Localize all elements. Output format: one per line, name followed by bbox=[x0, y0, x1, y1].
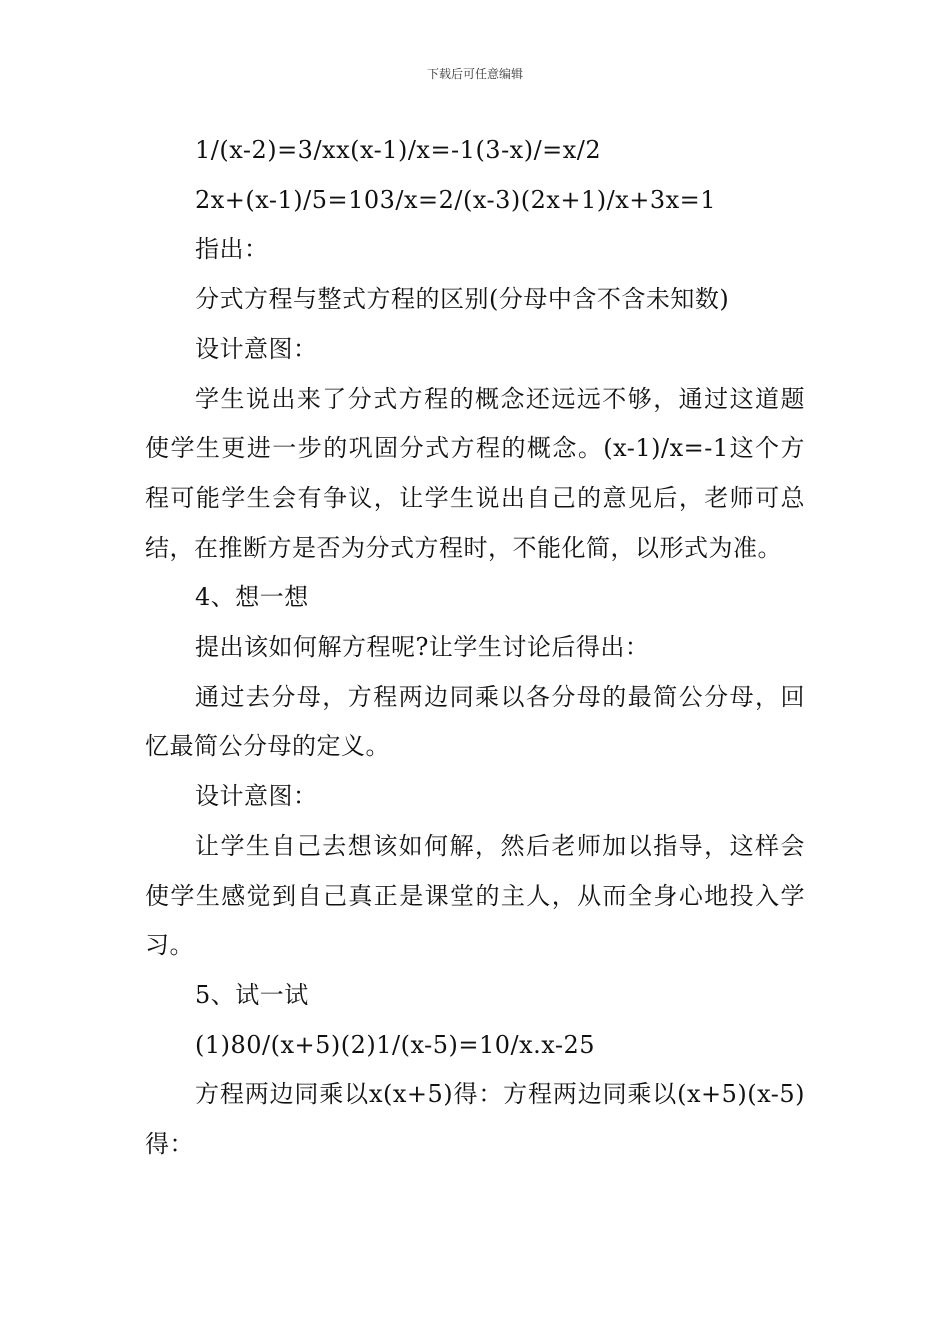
design-intent-label-1: 设计意图： bbox=[195, 334, 318, 363]
design-intent-text-2: 让学生自己去想该如何解，然后老师加以指导，这样会使学生感觉到自己真正是课堂的主人，从而全身心地投入学习。 bbox=[145, 831, 805, 960]
section-5-heading: 5、试一试 bbox=[195, 980, 309, 1009]
page-header: 下载后可任意编辑 bbox=[426, 67, 523, 81]
equation-line-1: 1/(x-2)=3/xx(x-1)/x=-1(3-x)/=x/2 bbox=[195, 136, 602, 164]
design-intent-label-2: 设计意图： bbox=[195, 782, 318, 811]
method-text: 通过去分母，方程两边同乘以各分母的最简公分母，回忆最简公分母的定义。 bbox=[145, 682, 805, 761]
exercise-equations: (1)80/(x+5)(2)1/(x-5)=10/x.x-25 bbox=[195, 1030, 595, 1059]
distinction-text: 分式方程与整式方程的区别(分母中含不含未知数) bbox=[195, 285, 730, 314]
question-text: 提出该如何解方程呢?让学生讨论后得出： bbox=[195, 633, 650, 662]
document-body bbox=[145, 126, 805, 1170]
solution-step-text: 方程两边同乘以x(x+5)得：方程两边同乘以(x+5)(x-5)得： bbox=[145, 1080, 805, 1159]
equation-line-2: 2x+(x-1)/5=103/x=2/(x-3)(2x+1)/x+3x=1 bbox=[195, 185, 717, 214]
section-4-heading: 4、想一想 bbox=[195, 583, 309, 612]
point-out-label: 指出： bbox=[195, 235, 269, 264]
design-intent-text-1: 学生说出来了分式方程的概念还远远不够，通过这道题使学生更进一步的巩固分式方程的概念。(x-1)/x=-1这个方程可能学生会有争议，让学生说出自己的意见后，老师可总结，在推断方是否为分式方程时，不能化简，以形式为准。 bbox=[145, 384, 805, 562]
